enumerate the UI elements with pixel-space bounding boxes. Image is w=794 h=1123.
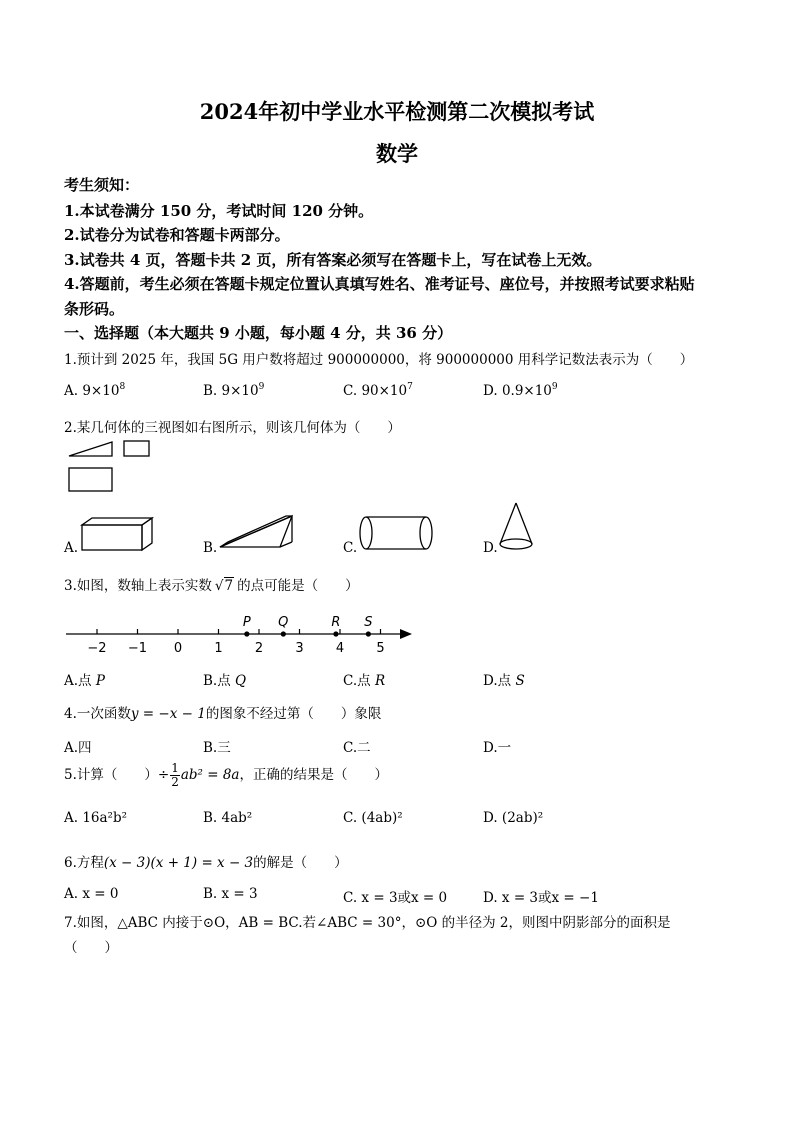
q1-option-a[interactable]: A. $9\times 10^8$ — [64, 382, 126, 399]
number-line-tick-label: 5 — [376, 641, 385, 656]
section-heading: 一、选择题（本大题共 9 小题，每小题 4 分，共 36 分） — [64, 324, 453, 342]
notice-item-2: 2.试卷分为试卷和答题卡两部分。 — [64, 226, 290, 244]
q2-option-c[interactable]: C. — [343, 540, 358, 556]
q2-stem: 2.某几何体的三视图如右图所示，则该几何体为（ ） — [64, 420, 401, 436]
q5-stem: 5.计算（ ）÷ $\frac{1}{2}$ ab² = 8a，正确的结果是（ ） — [64, 761, 388, 789]
q2-option-b-wedge — [218, 512, 298, 552]
q6-option-a[interactable]: A. x = 0 — [64, 886, 119, 902]
number-line-point-label: Q — [278, 615, 289, 630]
notice-item-1: 1.本试卷满分 150 分，考试时间 120 分钟。 — [64, 202, 374, 220]
number-line-tick-label: 2 — [254, 641, 264, 656]
q7-stem-line1: 7.如图，△ABC 内接于⊙O，AB = BC.若∠ABC = 30°，⊙O 的半径为 2，则图中阴影部分的面积是 — [64, 915, 671, 931]
q2-three-views-figure — [66, 438, 166, 498]
q6-option-d[interactable]: D. x = 3或x = −1 — [483, 890, 599, 906]
number-line-point-P — [244, 631, 249, 636]
front-view-triangle — [69, 442, 112, 456]
notice-item-3: 3.试卷共 4 页，答题卡共 2 页，所有答案必须写在答题卡上，写在试卷上无效。 — [64, 251, 602, 269]
q5-option-b[interactable]: B. 4ab² — [203, 810, 253, 826]
q4-option-c[interactable]: C.二 — [343, 740, 371, 756]
top-view-rect — [69, 468, 112, 491]
subject-title: 数学 — [376, 141, 418, 166]
notice-item-4-cont: 条形码。 — [64, 300, 125, 318]
q1-option-d[interactable]: D. $0.9\times 10^9$ — [483, 382, 558, 399]
number-line-tick-label: 4 — [335, 641, 345, 656]
q2-option-a[interactable]: A. — [64, 540, 79, 556]
q3-number-line — [64, 608, 424, 658]
number-line-point-Q — [281, 631, 286, 636]
notice-item-4: 4.答题前，考生必须在答题卡规定位置认真填写姓名、准考证号、座位号，并按照考试要求粘贴 — [64, 275, 695, 293]
number-line-point-R — [333, 631, 338, 636]
q4-option-d[interactable]: D.一 — [483, 740, 512, 756]
number-line-point-label: R — [331, 615, 341, 630]
q4-option-a[interactable]: A.四 — [64, 740, 92, 756]
q6-option-c[interactable]: C. x = 3或x = 0 — [343, 890, 448, 906]
number-line-tick-label: 0 — [173, 641, 183, 656]
q6-stem: 6.方程(x − 3)(x + 1) = x − 3的解是（ ） — [64, 855, 348, 871]
exam-title: 2024年初中学业水平检测第二次模拟考试 — [199, 99, 595, 124]
q1-option-c[interactable]: C. $90\times 10^7$ — [343, 382, 413, 399]
number-line-point-S — [366, 631, 371, 636]
q2-option-a-cuboid — [80, 515, 160, 555]
q3-option-c[interactable]: C.点 R — [343, 673, 386, 689]
q4-stem: 4.一次函数y = −x − 1的图象不经过第（ ）象限 — [64, 706, 382, 722]
number-line-tick-label: 1 — [214, 641, 223, 656]
q5-option-d[interactable]: D. (2ab)² — [483, 810, 544, 826]
number-line-tick-label: 3 — [295, 641, 304, 656]
side-view-rect — [124, 441, 149, 456]
number-line-tick-label: −2 — [87, 641, 107, 656]
q3-option-a[interactable]: A.点 P — [64, 673, 105, 689]
q2-option-d[interactable]: D. — [483, 540, 498, 556]
number-line-point-label: P — [242, 615, 251, 630]
q6-option-b[interactable]: B. x = 3 — [203, 886, 258, 902]
q5-fraction: $\frac{1}{2}$ — [171, 761, 179, 789]
q5-option-a[interactable]: A. 16a²b² — [64, 810, 128, 826]
q2-option-c-cylinder — [358, 515, 438, 555]
number-line-tick-label: −1 — [127, 641, 148, 656]
q2-option-b[interactable]: B. — [203, 540, 218, 556]
q3-option-d[interactable]: D.点 S — [483, 673, 525, 689]
q5-option-c[interactable]: C. (4ab)² — [343, 810, 403, 826]
q7-stem-line2: （ ） — [64, 940, 118, 956]
q3-option-b[interactable]: B.点 Q — [203, 673, 247, 689]
q3-stem: 3.如图，数轴上表示实数 √7 的点可能是（ ） — [64, 578, 359, 594]
q2-option-d-cone — [496, 500, 536, 556]
notice-heading: 考生须知： — [64, 176, 140, 194]
q1-stem: 1.预计到 2025 年，我国 5G 用户数将超过 900000000，将 900000000 用科学记数法表示为（ ） — [64, 352, 694, 368]
q4-option-b[interactable]: B.三 — [203, 740, 231, 756]
q1-option-b[interactable]: B. $9\times 10^9$ — [203, 382, 265, 399]
number-line-point-label: S — [364, 615, 373, 630]
